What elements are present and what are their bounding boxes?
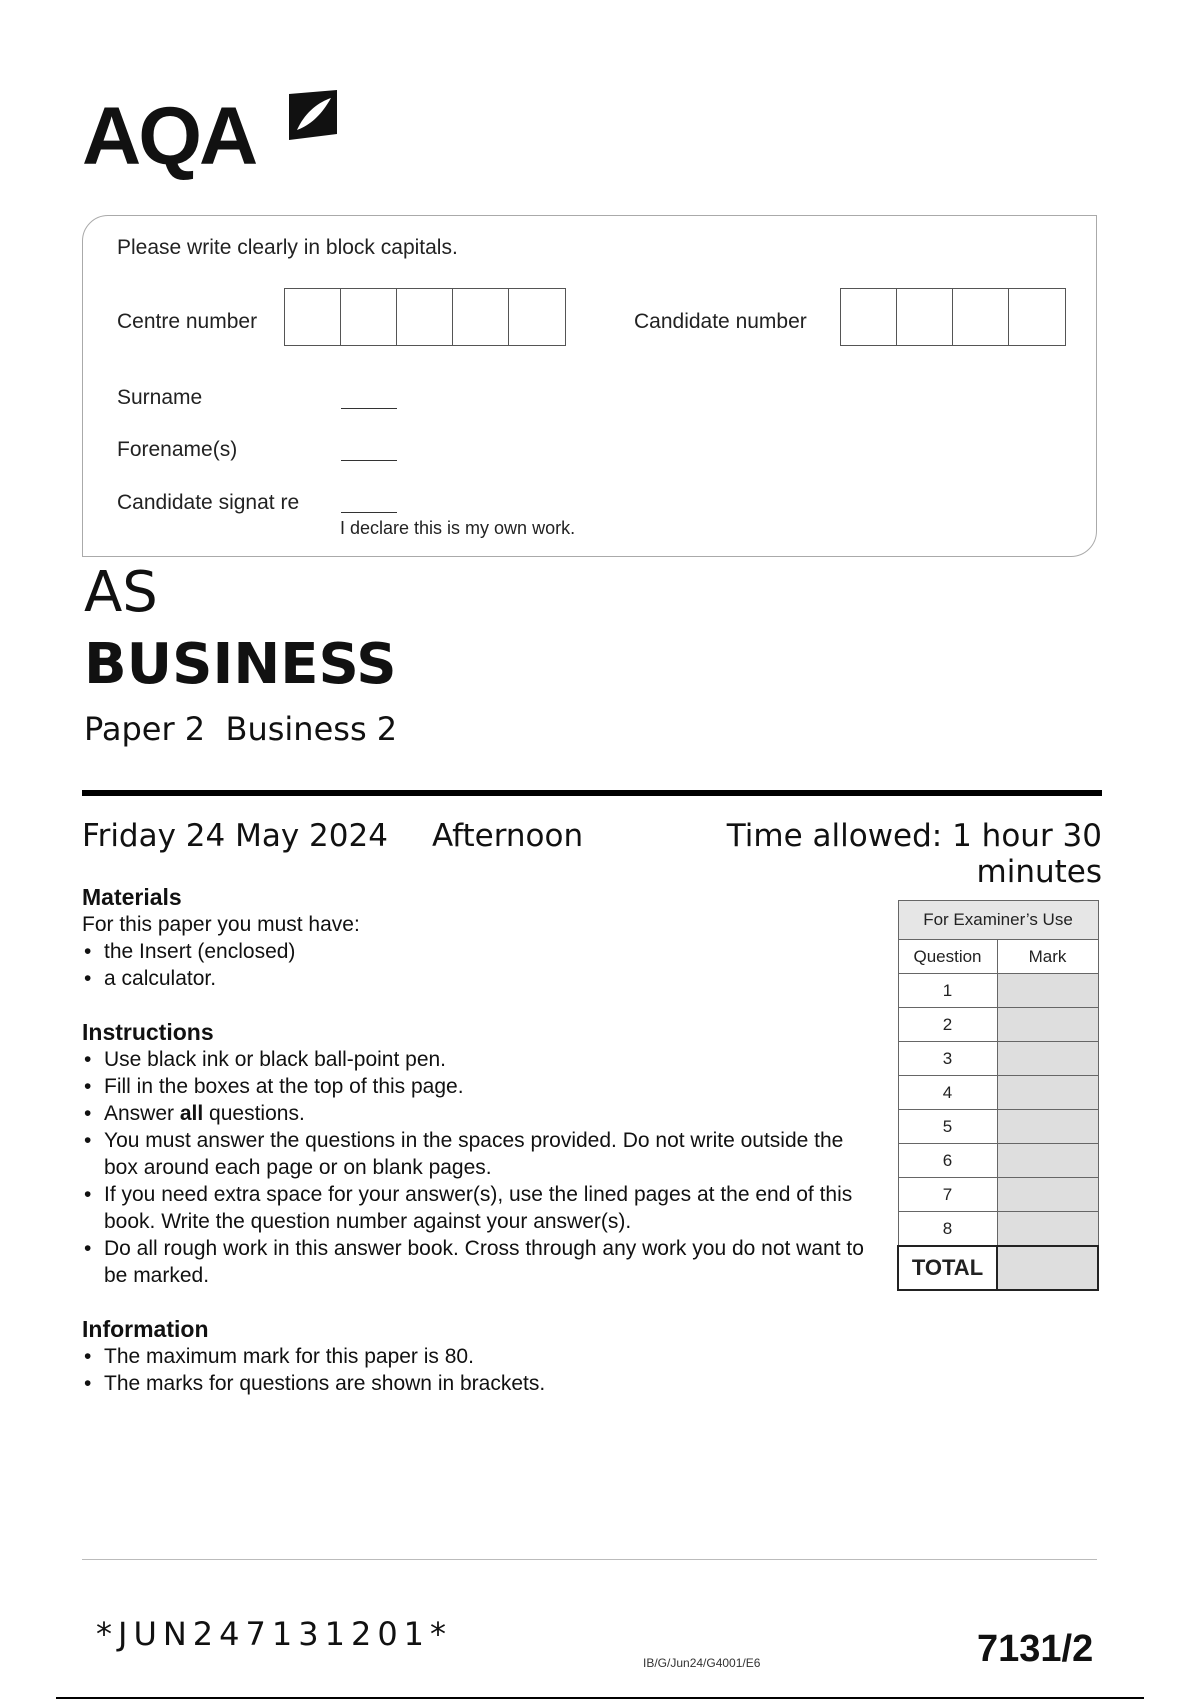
mark-cell xyxy=(997,1178,1098,1212)
candidate-number-digit[interactable] xyxy=(897,289,953,345)
reference-code: IB/G/Jun24/G4001/E6 xyxy=(643,1656,761,1670)
question-number: 8 xyxy=(898,1212,997,1247)
information-heading: Information xyxy=(82,1316,209,1342)
surname-field[interactable] xyxy=(341,408,397,409)
instructions-section xyxy=(82,1019,872,1289)
information-item: • The maximum mark for this paper is 80. xyxy=(82,1343,882,1370)
candidate-number-digit[interactable] xyxy=(953,289,1009,345)
information-item: • The marks for questions are shown in brackets. xyxy=(82,1370,882,1397)
instructions-text: questions. xyxy=(203,1102,305,1125)
mark-cell xyxy=(997,1144,1098,1178)
mark-cell xyxy=(997,1008,1098,1042)
materials-heading: Materials xyxy=(82,884,182,910)
aqa-leaf-icon xyxy=(283,90,341,144)
title-divider xyxy=(82,790,1102,796)
signature-label: Candidate signat re xyxy=(117,491,300,514)
centre-number-label: Centre number xyxy=(117,310,258,333)
instructions-item: • If you need extra space for your answer(s), use the lined pages at the end of this book. Write the question number against your answer(s). xyxy=(82,1181,872,1235)
mark-column-header: Mark xyxy=(997,940,1098,974)
forenames-field[interactable] xyxy=(341,460,397,461)
materials-item: • a calculator. xyxy=(82,965,882,992)
mark-cell xyxy=(997,1212,1098,1247)
centre-number-digit[interactable] xyxy=(397,289,453,345)
subject-title: BUSINESS xyxy=(84,632,397,697)
centre-number-boxes[interactable] xyxy=(284,288,566,346)
materials-item: • the Insert (enclosed) xyxy=(82,938,882,965)
signature-field[interactable] xyxy=(341,512,397,513)
question-column-header: Question xyxy=(898,940,997,974)
instructions-item: • You must answer the questions in the spaces provided. Do not write outside the box around each page or on blank pages. xyxy=(82,1127,872,1181)
candidate-number-boxes[interactable] xyxy=(840,288,1066,346)
question-number: 4 xyxy=(898,1076,997,1110)
instructions-emphasis: all xyxy=(179,1102,204,1125)
block-capitals-instruction: Please write clearly in block capitals. xyxy=(117,236,458,259)
barcode-text: *JUN247131201* xyxy=(96,1615,453,1653)
centre-number-digit[interactable] xyxy=(509,289,565,345)
examiner-use-table xyxy=(897,900,1099,1291)
paper-code: 7131/2 xyxy=(977,1628,1094,1670)
question-number: 1 xyxy=(898,974,997,1008)
centre-number-digit[interactable] xyxy=(341,289,397,345)
instructions-item: • Do all rough work in this answer book. Cross through any work you do not want to be marked. xyxy=(82,1235,872,1289)
materials-intro: For this paper you must have: xyxy=(82,913,360,936)
centre-number-digit[interactable] xyxy=(453,289,509,345)
mark-cell xyxy=(997,1110,1098,1144)
exam-session: Afternoon xyxy=(432,818,584,854)
bottom-rule xyxy=(56,1697,1144,1699)
instructions-item: • Fill in the boxes at the top of this page. xyxy=(82,1073,872,1100)
examiner-table-title: For Examiner’s Use xyxy=(898,901,1098,940)
question-number: 7 xyxy=(898,1178,997,1212)
forenames-label: Forename(s) xyxy=(117,438,238,461)
exam-date: Friday 24 May 2024 xyxy=(82,818,388,854)
question-number: 3 xyxy=(898,1042,997,1076)
candidate-number-digit[interactable] xyxy=(1009,289,1065,345)
centre-number-digit[interactable] xyxy=(285,289,341,345)
instructions-heading: Instructions xyxy=(82,1019,214,1045)
mark-cell xyxy=(997,1042,1098,1076)
footer-divider xyxy=(82,1559,1097,1560)
question-number: 6 xyxy=(898,1144,997,1178)
aqa-logo-text: AQA xyxy=(82,91,256,182)
instructions-item: • Use black ink or black ball-point pen. xyxy=(82,1046,872,1073)
candidate-number-digit[interactable] xyxy=(841,289,897,345)
information-section xyxy=(82,1316,882,1397)
question-number: 2 xyxy=(898,1008,997,1042)
paper-title: Paper 2 Business 2 xyxy=(84,710,398,748)
total-label: TOTAL xyxy=(898,1246,997,1290)
question-number: 5 xyxy=(898,1110,997,1144)
instructions-text: Answer xyxy=(104,1102,180,1125)
materials-section xyxy=(82,884,882,992)
instructions-item xyxy=(82,1100,872,1127)
time-allowed: Time allowed: 1 hour 30 minutes xyxy=(726,818,1102,890)
qualification-level: AS xyxy=(84,560,158,625)
mark-cell xyxy=(997,974,1098,1008)
surname-label: Surname xyxy=(117,386,203,409)
total-mark-cell xyxy=(997,1246,1098,1290)
declaration-text: I declare this is my own work. xyxy=(340,518,576,538)
mark-cell xyxy=(997,1076,1098,1110)
candidate-number-label: Candidate number xyxy=(634,310,807,333)
